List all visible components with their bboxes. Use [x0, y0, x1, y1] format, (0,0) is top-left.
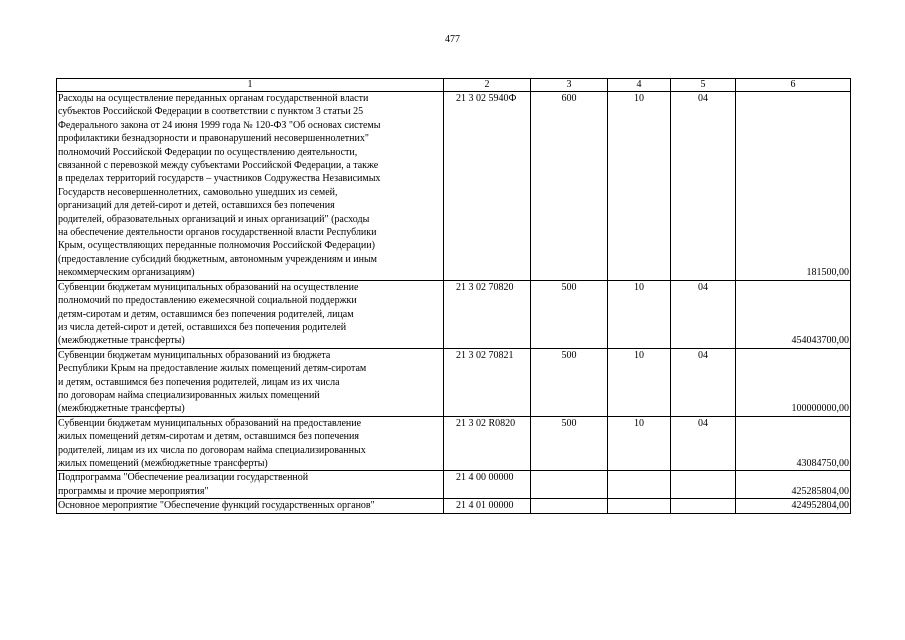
- description-line: жилых помещений (межбюджетные трансферты): [58, 457, 268, 469]
- row-description: [57, 92, 444, 281]
- row-col3: 600: [531, 92, 608, 281]
- table-row: [57, 499, 851, 513]
- row-col5: [671, 499, 736, 513]
- table-row: [57, 416, 851, 471]
- column-header-1: 1: [57, 79, 444, 92]
- table-row: [57, 92, 851, 281]
- row-col4: 10: [608, 348, 671, 416]
- description-line: Крым, осуществляющих переданные полномочия Российской Федерации): [58, 240, 375, 252]
- description-line: Субвенции бюджетам муниципальных образований на предоставление: [58, 417, 362, 429]
- row-code: 21 4 00 00000: [444, 471, 531, 499]
- row-amount: 100000000,00: [736, 348, 851, 416]
- description-line: полномочий Российской Федерации по осуществлению деятельности,: [58, 146, 358, 158]
- row-amount: 43084750,00: [736, 416, 851, 471]
- row-col5: 04: [671, 92, 736, 281]
- table-row: [57, 471, 851, 499]
- description-line: и детям, оставшимся без попечения родителей, лицам из их числа: [58, 376, 340, 388]
- description-line: Основное мероприятие "Обеспечение функций государственных органов": [58, 500, 375, 512]
- description-line: Государств несовершеннолетних, самовольно ушедших из семей,: [58, 186, 338, 198]
- row-description: [57, 280, 444, 348]
- row-col5: 04: [671, 348, 736, 416]
- row-description: [57, 348, 444, 416]
- row-code: 21 3 02 R0820: [444, 416, 531, 471]
- description-line: жилых помещений детям-сиротам и детям, оставшимся без попечения: [58, 431, 359, 443]
- row-col4: [608, 499, 671, 513]
- row-code: 21 4 01 00000: [444, 499, 531, 513]
- description-line: детям-сиротам и детям, оставшимся без попечения родителей, лицам: [58, 308, 354, 320]
- budget-table: [56, 78, 851, 514]
- description-line: некоммерческим организациям): [58, 267, 195, 279]
- description-line: Субвенции бюджетам муниципальных образований на осуществление: [58, 281, 359, 293]
- description-line: Подпрограмма "Обеспечение реализации государственной: [58, 472, 309, 484]
- description-line: (межбюджетные трансферты): [58, 403, 185, 415]
- row-col4: [608, 471, 671, 499]
- description-line: Республики Крым на предоставление жилых помещений детям-сиротам: [58, 363, 367, 375]
- description-line: Федерального закона от 24 июня 1999 года № 120-ФЗ "Об основах системы: [58, 119, 381, 131]
- column-header-4: 4: [608, 79, 671, 92]
- column-header-6: 6: [736, 79, 851, 92]
- description-line: на обеспечение деятельности органов государственной власти Республики: [58, 227, 377, 239]
- column-header-5: 5: [671, 79, 736, 92]
- row-code: 21 3 02 70821: [444, 348, 531, 416]
- row-code: 21 3 02 70820: [444, 280, 531, 348]
- row-amount: 425285804,00: [736, 471, 851, 499]
- row-amount: 424952804,00: [736, 499, 851, 513]
- description-line: родителей, лицам из их числа по договорам найма специализированных: [58, 444, 366, 456]
- row-col3: [531, 471, 608, 499]
- row-amount: 454043700,00: [736, 280, 851, 348]
- row-col4: 10: [608, 416, 671, 471]
- description-line: организаций для детей-сирот и детей, оставшихся без попечения: [58, 200, 335, 212]
- description-line: из числа детей-сирот и детей, оставшихся без попечения родителей: [58, 321, 347, 333]
- column-header-3: 3: [531, 79, 608, 92]
- description-line: связанной с перевозкой между субъектами Российской Федерации, а также: [58, 160, 379, 172]
- page-number: 477: [445, 34, 460, 45]
- row-col3: 500: [531, 280, 608, 348]
- description-line: субъектов Российской Федерации в соответствии с пунктом 3 статьи 25: [58, 106, 364, 118]
- header-row: [57, 79, 851, 92]
- row-col4: 10: [608, 92, 671, 281]
- row-amount: 181500,00: [736, 92, 851, 281]
- description-line: программы и прочие мероприятия": [58, 485, 209, 497]
- description-line: в пределах территорий государств – участников Содружества Независимых: [58, 173, 381, 185]
- row-col3: [531, 499, 608, 513]
- description-line: полномочий по предоставлению ежемесячной социальной поддержки: [58, 295, 357, 307]
- description-line: профилактики безнадзорности и правонарушений несовершеннолетних": [58, 133, 369, 145]
- row-code: 21 3 02 5940Ф: [444, 92, 531, 281]
- row-description: [57, 416, 444, 471]
- description-line: родителей, образовательных организаций и иных организаций" (расходы: [58, 213, 370, 225]
- row-description: [57, 499, 444, 513]
- row-col5: 04: [671, 280, 736, 348]
- column-header-2: 2: [444, 79, 531, 92]
- table-row: [57, 348, 851, 416]
- row-col3: 500: [531, 348, 608, 416]
- description-line: (предоставление субсидий бюджетным, автономным учреждениям и иным: [58, 253, 377, 265]
- table-row: [57, 280, 851, 348]
- row-col4: 10: [608, 280, 671, 348]
- description-line: Расходы на осуществление переданных органам государственной власти: [58, 93, 369, 104]
- description-line: по договорам найма специализированных жилых помещений: [58, 389, 320, 401]
- row-col3: 500: [531, 416, 608, 471]
- description-line: (межбюджетные трансферты): [58, 335, 185, 347]
- description-line: Субвенции бюджетам муниципальных образований из бюджета: [58, 349, 331, 361]
- row-col5: 04: [671, 416, 736, 471]
- row-description: [57, 471, 444, 499]
- row-col5: [671, 471, 736, 499]
